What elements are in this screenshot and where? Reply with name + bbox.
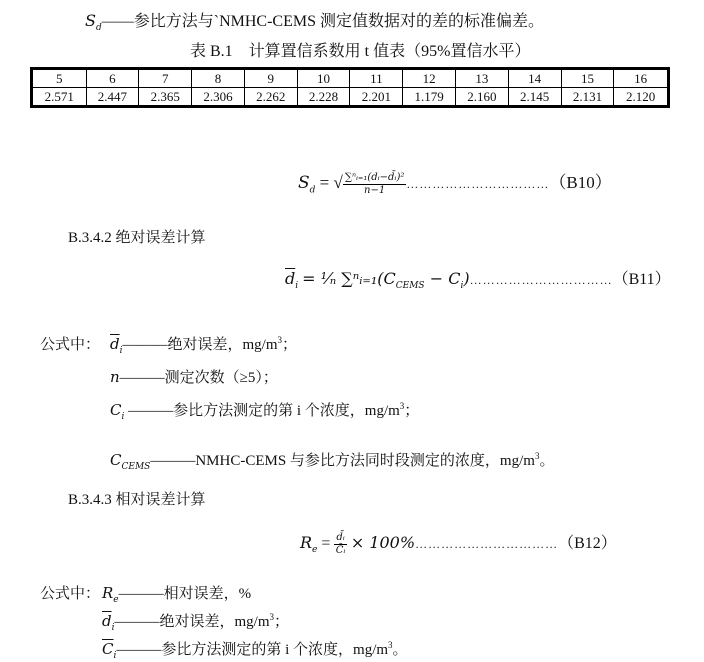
section-b3443: B.3.4.3 相对误差计算 <box>68 492 206 508</box>
variable-symbol: n <box>110 368 120 386</box>
variable-symbol: $\overline{C}$ <box>102 640 114 658</box>
punctuation: 。 <box>539 453 555 469</box>
t-value-table <box>30 67 670 108</box>
variable-subscript: e <box>113 595 119 605</box>
variable-description: ———绝对误差，mg/m <box>122 337 278 353</box>
table-cell-n: 7 <box>139 69 192 88</box>
where-prefix-2: 公式中： <box>40 586 101 602</box>
punctuation: ； <box>274 614 290 630</box>
variable-symbol: R <box>102 584 114 602</box>
variable-definition <box>110 333 297 356</box>
table-cell-t: 2.120 <box>614 88 669 107</box>
unit-superscript: 3 <box>534 451 540 461</box>
variable-subscript: i <box>111 623 115 633</box>
sd-definition: $S_d——$参比方法与`NMHC-CEMS 测定值数据对的差的标准偏差。 <box>85 11 544 34</box>
table-cell-n: 9 <box>244 69 297 88</box>
table-cell-t: 2.145 <box>508 88 561 107</box>
variable-definition <box>110 399 419 422</box>
table-cell-t: 2.306 <box>192 88 245 107</box>
table-cell-n: 12 <box>403 69 456 88</box>
table-cell-n: 16 <box>614 69 669 88</box>
variable-symbol: C <box>110 401 122 419</box>
table-cell-t: 2.447 <box>86 88 139 107</box>
section-b3442: B.3.4.2 绝对误差计算 <box>68 230 206 246</box>
where-prefix-1: 公式中： <box>40 337 101 353</box>
punctuation: ； <box>282 337 298 353</box>
table-cell-t: 2.365 <box>139 88 192 107</box>
table-cell-n: 11 <box>350 69 403 88</box>
equation-b12: $R_e$ = $\frac{\text{d̄ᵢ}}{\text{C̄ᵢ}}$ × 100%……………………………（B12） <box>300 531 617 556</box>
unit-superscript: 3 <box>388 640 393 650</box>
equation-b11: $\overline{d}_i$ = ¹⁄ₙ $\sum^nᵢ_{=1}(C_{CEMS}$ − $C_i)\dots\dots\dots\dots\dots\dots\dots\dots\dots\dots\dots(B11)$ <box>285 269 671 292</box>
table-cell-t: 2.228 <box>297 88 350 107</box>
unit-superscript: 3 <box>269 612 275 622</box>
table-cell-t: 1.179 <box>403 88 456 107</box>
variable-subscript: i <box>121 412 125 422</box>
table-cell-t: 2.160 <box>456 88 509 107</box>
variable-description: ———参比方法测定的第 i 个浓度，mg/m <box>124 403 400 419</box>
table-row-n <box>32 69 669 88</box>
punctuation: 。 <box>392 642 408 658</box>
equation-b10: $S_d$ = √ $\frac{\text{∑ⁿᵢ₌₁(dᵢ−d̄ᵢ)²}}{n-1}$ ……………………………（B10） <box>298 171 612 196</box>
table-caption: 表 B.1 计算置信系数用 t 值表（95%置信水平） <box>190 43 531 60</box>
variable-symbol: $\overline{d}$ <box>110 335 120 353</box>
variable-description: ———参比方法测定的第 i 个浓度，mg/m <box>116 642 389 658</box>
variable-subscript: i <box>113 651 117 661</box>
table-cell-t: 2.201 <box>350 88 403 107</box>
punctuation: ； <box>404 403 420 419</box>
table-cell-n: 8 <box>192 69 245 88</box>
variable-subscript: CEMS <box>121 462 151 472</box>
table-cell-n: 13 <box>456 69 509 88</box>
variable-definition <box>102 610 289 633</box>
table-cell-n: 6 <box>86 69 139 88</box>
variable-description: ———绝对误差，mg/m <box>114 614 270 630</box>
table-row-t <box>32 88 669 107</box>
variable-description: ———测定次数（≥5）； <box>119 370 278 386</box>
table-cell-n: 14 <box>508 69 561 88</box>
variable-symbol: $\overline{d}$ <box>102 612 112 630</box>
variable-description: ———相对误差，% <box>118 586 252 602</box>
table-cell-t: 2.262 <box>244 88 297 107</box>
variable-symbol: C <box>110 451 122 469</box>
table-cell-t: 2.571 <box>32 88 87 107</box>
table-cell-n: 10 <box>297 69 350 88</box>
variable-definition <box>102 582 251 605</box>
variable-definition <box>110 449 554 472</box>
variable-definition <box>110 366 278 389</box>
variable-description: ———NMHC-CEMS 与参比方法同时段测定的浓度，mg/m <box>150 453 535 469</box>
variable-subscript: i <box>119 346 123 356</box>
unit-superscript: 3 <box>277 335 283 345</box>
variable-definition <box>102 638 408 661</box>
table-cell-t: 2.131 <box>561 88 614 107</box>
unit-superscript: 3 <box>399 401 405 411</box>
table-cell-n: 5 <box>32 69 87 88</box>
table-cell-n: 15 <box>561 69 614 88</box>
